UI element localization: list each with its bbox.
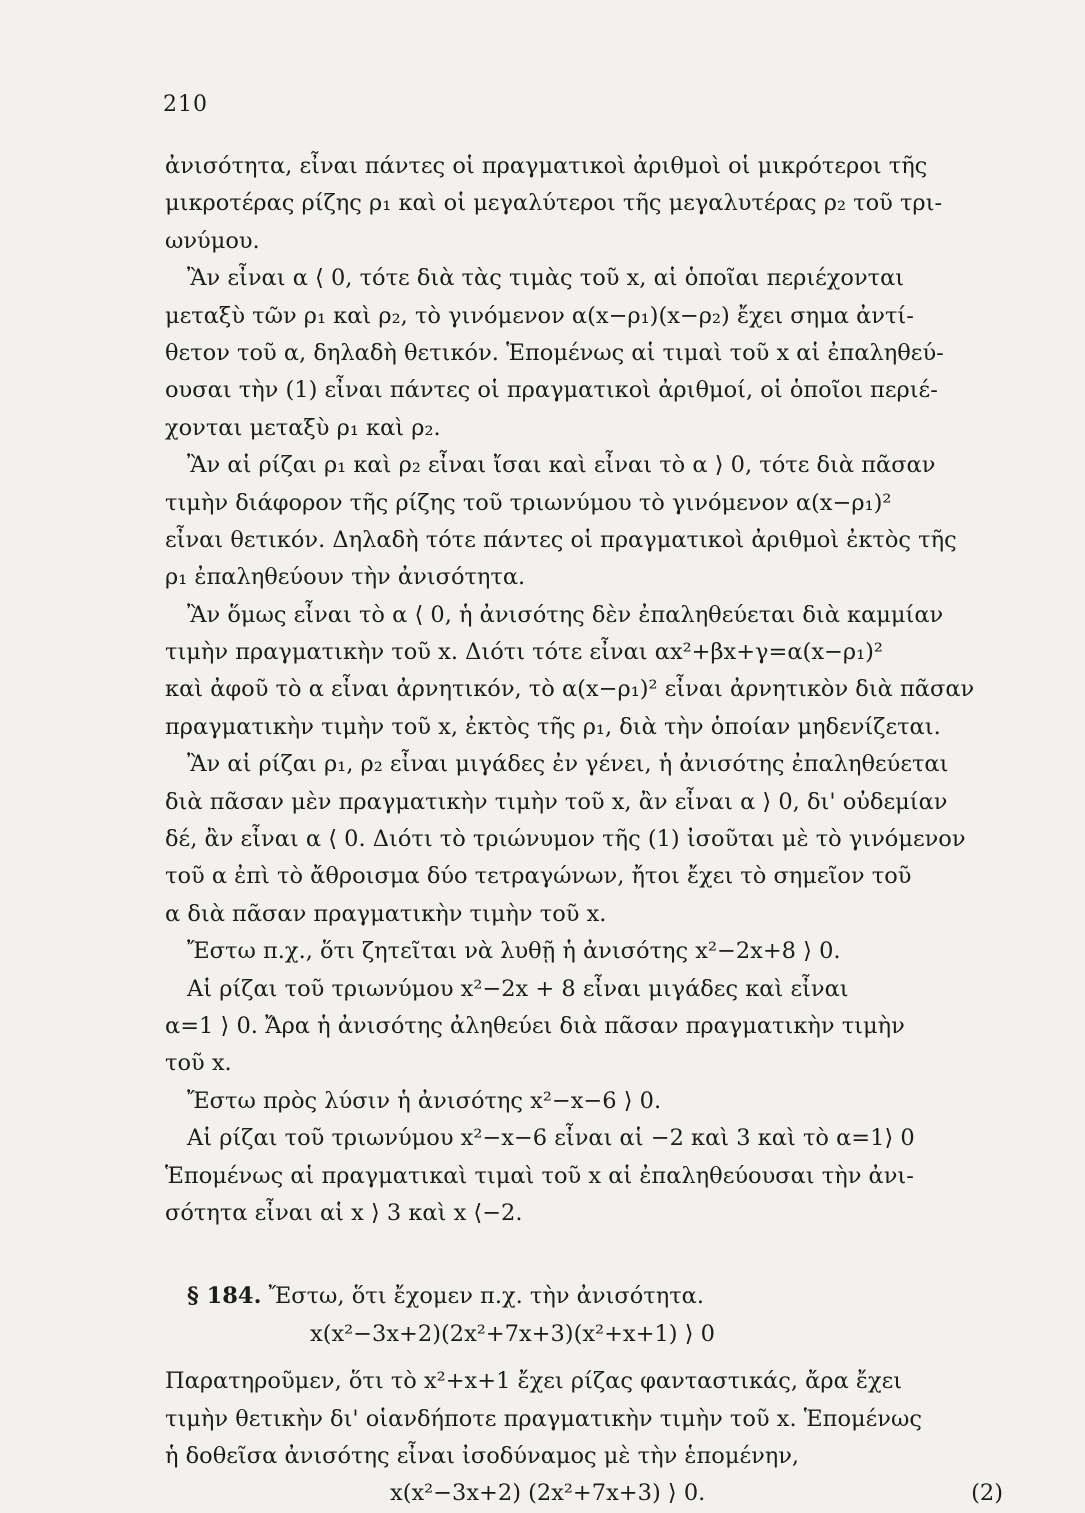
equation-number: (2) xyxy=(971,1480,1003,1507)
text-line: Ἔστω π.χ., ὅτι ζητεῖται νὰ λυθῇ ἡ ἀνισότης x²−2x+8 ⟩ 0. xyxy=(187,938,841,965)
text-line: Παρατηροῦμεν, ὅτι τὸ x²+x+1 ἔχει ρίζας φανταστικάς, ἄρα ἔχει xyxy=(165,1368,903,1395)
formula: x(x²−3x+2)(2x²+7x+3)(x²+x+1) ⟩ 0 xyxy=(310,1320,715,1347)
section-number: § 184. xyxy=(187,1283,262,1310)
final-equation xyxy=(165,1475,1003,1512)
text-line: τιμὴν διάφορον τῆς ρίζης τοῦ τριωνύμου τὸ γινόμενον α(x−ρ₁)² xyxy=(165,489,892,516)
text-line: α διὰ πᾶσαν πραγματικὴν τιμὴν τοῦ x. xyxy=(165,900,607,927)
text-line: καὶ ἀφοῦ τὸ α εἶναι ἀρνητικόν, τὸ α(x−ρ₁)² εἶναι ἀρνητικὸν διὰ πᾶσαν xyxy=(165,676,975,703)
page-number: 210 xyxy=(163,92,208,117)
text-line: ουσαι τὴν (1) εἶναι πάντες οἱ πραγματικοὶ ἀριθμοί, οἱ ὁποῖοι περιέ- xyxy=(165,377,938,404)
text-line: χονται μεταξὺ ρ₁ καὶ ρ₂. xyxy=(165,414,441,441)
text-line: ρ₁ ἐπαληθεύουν τὴν ἀνισότητα. xyxy=(165,564,526,591)
section-text: Ἔστω, ὅτι ἔχομεν π.χ. τὴν ἀνισότητα. xyxy=(268,1283,704,1310)
text-line: πραγματικὴν τιμὴν τοῦ x, ἐκτὸς τῆς ρ₁, διὰ τὴν ὁποίαν μηδενίζεται. xyxy=(165,713,941,740)
page-body xyxy=(165,148,1003,1513)
text-line: Ἑπομένως αἱ πραγματικαὶ τιμαὶ τοῦ x αἱ ἐπαληθεύουσαι τὴν ἀνι- xyxy=(165,1162,914,1189)
text-line: δέ, ἂν εἶναι α ⟨ 0. Διότι τὸ τριώνυμον τῆς (1) ἰσοῦται μὲ τὸ γινόμενον xyxy=(165,826,966,853)
text-line: Αἱ ρίζαι τοῦ τριωνύμου x²−x−6 εἶναι αἱ −2 καὶ 3 καὶ τὸ α=1⟩ 0 xyxy=(187,1125,915,1152)
text-line: Ἂν αἱ ρίζαι ρ₁, ρ₂ εἶναι μιγάδες ἐν γένει, ἡ ἀνισότης ἐπαληθεύεται xyxy=(187,751,949,778)
text-line: Ἂν εἶναι α ⟨ 0, τότε διὰ τὰς τιμὰς τοῦ x, αἱ ὁποῖαι περιέχονται xyxy=(187,265,905,292)
final-formula: x(x²−3x+2) (2x²+7x+3) ⟩ 0. xyxy=(390,1480,706,1507)
text-line: τοῦ x. xyxy=(165,1050,232,1077)
text-line: Ἔστω πρὸς λύσιν ἡ ἀνισότης x²−x−6 ⟩ 0. xyxy=(187,1087,662,1114)
text-line: α=1 ⟩ 0. Ἄρα ἡ ἀνισότης ἀληθεύει διὰ πᾶσαν πραγματικὴν τιμὴν xyxy=(165,1012,905,1039)
text-line: μικροτέρας ρίζης ρ₁ καὶ οἱ μεγαλύτεροι τῆς μεγαλυτέρας ρ₂ τοῦ τρι- xyxy=(165,190,943,217)
section-heading xyxy=(165,1278,1003,1315)
text-line: Ἂν ὅμως εἶναι τὸ α ⟨ 0, ἡ ἀνισότης δὲν ἐπαληθεύεται διὰ καμμίαν xyxy=(187,601,944,628)
text-line: μεταξὺ τῶν ρ₁ καὶ ρ₂, τὸ γινόμενον α(x−ρ₁)(x−ρ₂) ἔχει σημα ἀντί- xyxy=(165,302,914,329)
text-line: θετον τοῦ α, δηλαδὴ θετικόν. Ἑπομένως αἱ τιμαὶ τοῦ x αἱ ἐπαληθεύ- xyxy=(165,339,944,366)
text-line: τοῦ α ἐπὶ τὸ ἄθροισμα δύο τετραγώνων, ἤτοι ἔχει τὸ σημεῖον τοῦ xyxy=(165,863,912,890)
text-line: διὰ πᾶσαν μὲν πραγματικὴν τιμὴν τοῦ x, ἂν εἶναι α ⟩ 0, δι' οὐδεμίαν xyxy=(165,788,948,815)
text-line: τιμὴν πραγματικὴν τοῦ x. Διότι τότε εἶναι αx²+βx+γ=α(x−ρ₁)² xyxy=(165,639,883,666)
text-line: Ἂν αἱ ρίζαι ρ₁ καὶ ρ₂ εἶναι ἴσαι καὶ εἶναι τὸ α ⟩ 0, τότε διὰ πᾶσαν xyxy=(187,452,936,479)
text-line: σότητα εἶναι αἱ x ⟩ 3 καὶ x ⟨−2. xyxy=(165,1199,523,1226)
text-line: ωνύμου. xyxy=(165,227,260,254)
text-line: τιμὴν θετικὴν δι' οἱανδήποτε πραγματικὴν τιμὴν τοῦ x. Ἑπομένως xyxy=(165,1405,922,1432)
text-line: ἀνισότητα, εἶναι πάντες οἱ πραγματικοὶ ἀριθμοὶ οἱ μικρότεροι τῆς xyxy=(165,153,928,179)
text-line: Αἱ ρίζαι τοῦ τριωνύμου x²−2x + 8 εἶναι μιγάδες καὶ εἶναι xyxy=(187,975,849,1002)
text-line: εἶναι θετικόν. Δηλαδὴ τότε πάντες οἱ πραγματικοὶ ἀριθμοὶ ἐκτὸς τῆς xyxy=(165,526,957,553)
text-line: ἡ δοθεῖσα ἀνισότης εἶναι ἰσοδύναμος μὲ τὴν ἑπομένην, xyxy=(165,1442,800,1469)
